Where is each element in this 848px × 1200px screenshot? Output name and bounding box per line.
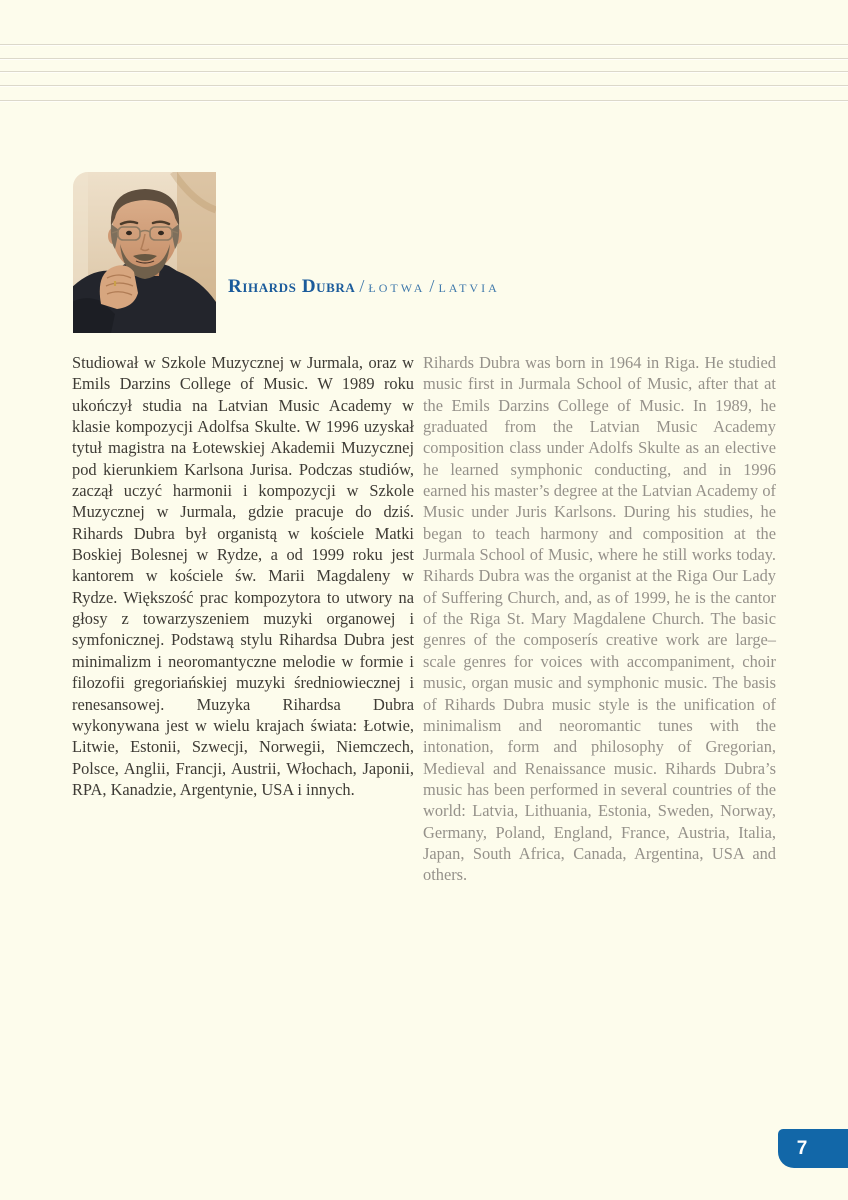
title-separator: / [429, 276, 435, 296]
country-polish: łotwa [368, 277, 426, 296]
biography-polish: Studiował w Szkole Muzycznej w Jurmala, oraz w Emils Darzins College of Music. W 1989 roku ukończył studia na Latvian Music Academy w klasie kompozycji Adolfsa Skulte. W 1996 uzyskał tytuł magistra na Łotewskiej Akademii Muzycznej pod kierunkiem Karlsona Jurisa. Podczas studiów, zaczął uczyć harmonii i kompozycji w Szkole Muzycznej w Jurmala, gdzie pracuje do dziś. Rihards Dubra był organistą w kościele Matki Boskiej Bolesnej w Rydze, a od 1999 roku jest kantorem w kościele św. Marii Magdaleny w Rydze. Większość prac kompozytora to utwory na głosy z towarzyszeniem muzyki organowej i symfonicznej. Podstawą stylu Rihardsa Dubra jest minimalizm i neoromantyczne melodie w formie i filozofii gregoriańskiej muzyki średniowiecznej i renesansowej. Muzyka Rihardsa Dubra wykonywana jest w wielu krajach świata: Łotwie, Litwie, Estonii, Szwecji, Norwegii, Niemczech, Polsce, Anglii, Francji, Austrii, Włochach, Japonii, RPA, Kanadzie, Argentynie, USA i innych. [72, 353, 414, 799]
page-title [228, 276, 500, 298]
page-number: 7 [796, 1137, 808, 1159]
staff-line [0, 85, 848, 86]
composer-photo [73, 172, 216, 333]
title-separator: / [359, 276, 365, 296]
staff-line [0, 58, 848, 59]
composer-name: Rihards Dubra [228, 276, 356, 297]
staff-line [0, 100, 848, 101]
staff-line [0, 44, 848, 45]
staff-line [0, 71, 848, 72]
country-english: latvia [438, 277, 500, 296]
biography-columns [72, 352, 776, 886]
page-number-badge [778, 1129, 848, 1168]
portrait-illustration [73, 172, 216, 333]
biography-english: Rihards Dubra was born in 1964 in Riga. He studied music first in Jurmala School of Music, after that at the Emils Darzins College of Music. In 1989, he graduated from the Latvian Music Academy composition class under Adolfs Skulte as an elective he learned symphonic conducting, and in 1996 earned his master’s degree at the Latvian Academy of Music under Juris Karlsons. During his studies, he began to teach harmony and composition at the Jurmala School of Music, where he still works today. Rihards Dubra was the organist at the Riga Our Lady of Suffering Church, and, as of 1999, he is the cantor of the Riga St. Mary Magdalene Church. The basic genres of the composerís creative work are large–scale genres for voices with accompaniment, choir music, organ music and symphonic music. The basis of Rihards Dubra music style is the unification of minimalism and neoromantic tunes with the intonation, form and philosophy of Gregorian, Medieval and Renaissance music. Rihards Dubra’s music has been performed in several countries of the world: Latvia, Lithuania, Estonia, Sweden, Norway, Germany, Poland, England, France, Austria, Italia, Japan, South Africa, Canada, Argentina, USA and others. [423, 353, 776, 885]
